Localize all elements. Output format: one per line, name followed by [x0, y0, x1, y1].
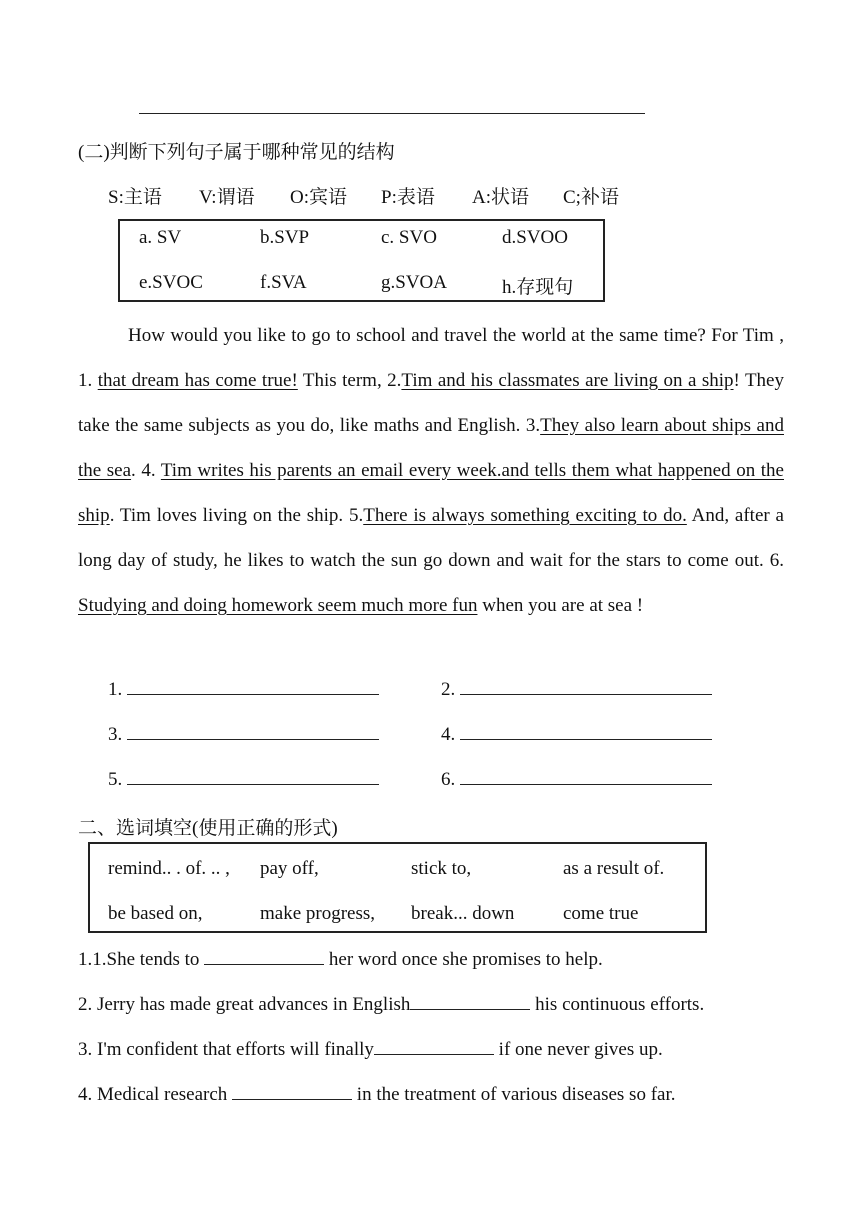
blank-2[interactable]: [410, 993, 530, 1010]
part2-heading: 二、选词填空(使用正确的形式): [78, 818, 338, 839]
phrase-item: be based on,: [108, 903, 203, 924]
sentence-1: that dream has come true!: [97, 370, 298, 391]
question-3: 3. I'm confident that efforts will finally if one never gives up.: [78, 1039, 663, 1060]
sentence-5: There is always something exciting to do.: [363, 505, 687, 526]
sentence-6: Studying and doing homework seem much more fun: [78, 595, 478, 616]
answer-line-5[interactable]: 5.: [108, 768, 379, 791]
blank-4[interactable]: [232, 1083, 352, 1100]
option-item: c. SVO: [381, 227, 437, 248]
phrase-item: stick to,: [411, 858, 472, 879]
sentence-4: Tim writes his parents an email every week.and tells them what happened on the ship: [78, 460, 784, 526]
legend-item: V:谓语: [199, 187, 255, 208]
phrase-item: break... down: [411, 903, 515, 924]
option-item: f.SVA: [260, 272, 307, 293]
answer-line-4[interactable]: 4.: [441, 723, 712, 746]
option-item: d.SVOO: [502, 227, 568, 248]
question-1: 1.1.She tends to her word once she promises to help.: [78, 949, 603, 970]
option-item: g.SVOA: [381, 272, 447, 293]
option-item: h.存现句: [502, 277, 574, 298]
reading-passage: How would you like to go to school and travel the world at the same time? For Tim , 1. that dream has come true! This term, 2.Tim and his classmates are living on a ship! They take the same subjects as you do, like maths and English. 3.They also learn about ships and the sea. 4. Tim writes his parents an email every week.and tells them what happened on the ship. Tim loves living on the ship. 5.There is always something exciting to do. And, after a long day of study, he likes to watch the sun go down and wait for the stars to come out. 6. Studying and doing homework seem much more fun when you are at sea !: [78, 325, 784, 616]
sentence-2: Tim and his classmates are living on a ship: [401, 370, 734, 391]
blank-1[interactable]: [204, 948, 324, 965]
answer-line-2[interactable]: 2.: [441, 678, 712, 701]
section-heading: (二)判断下列句子属于哪种常见的结构: [78, 142, 395, 163]
phrase-item: pay off,: [260, 858, 319, 879]
legend-item: P:表语: [381, 187, 435, 208]
sentence-3: They also learn about ships and the sea: [78, 415, 784, 481]
legend-item: S:主语: [108, 187, 162, 208]
option-item: b.SVP: [260, 227, 310, 248]
answer-line-6[interactable]: 6.: [441, 768, 712, 791]
option-item: a. SV: [139, 227, 182, 248]
legend-item: C;补语: [563, 187, 619, 208]
phrase-item: come true: [563, 903, 639, 924]
answer-line-3[interactable]: 3.: [108, 723, 379, 746]
legend-item: O:宾语: [290, 187, 348, 208]
blank-3[interactable]: [374, 1038, 494, 1055]
question-2: 2. Jerry has made great advances in English his continuous efforts.: [78, 994, 705, 1015]
phrase-item: as a result of.: [563, 858, 665, 879]
phrase-item: remind.. . of. .. ,: [108, 858, 230, 879]
option-item: e.SVOC: [139, 272, 203, 293]
legend-item: A:状语: [472, 187, 530, 208]
top-answer-line: [139, 113, 645, 114]
answer-line-1[interactable]: 1.: [108, 678, 379, 701]
question-4: 4. Medical research in the treatment of various diseases so far.: [78, 1084, 676, 1105]
phrase-item: make progress,: [260, 903, 376, 924]
